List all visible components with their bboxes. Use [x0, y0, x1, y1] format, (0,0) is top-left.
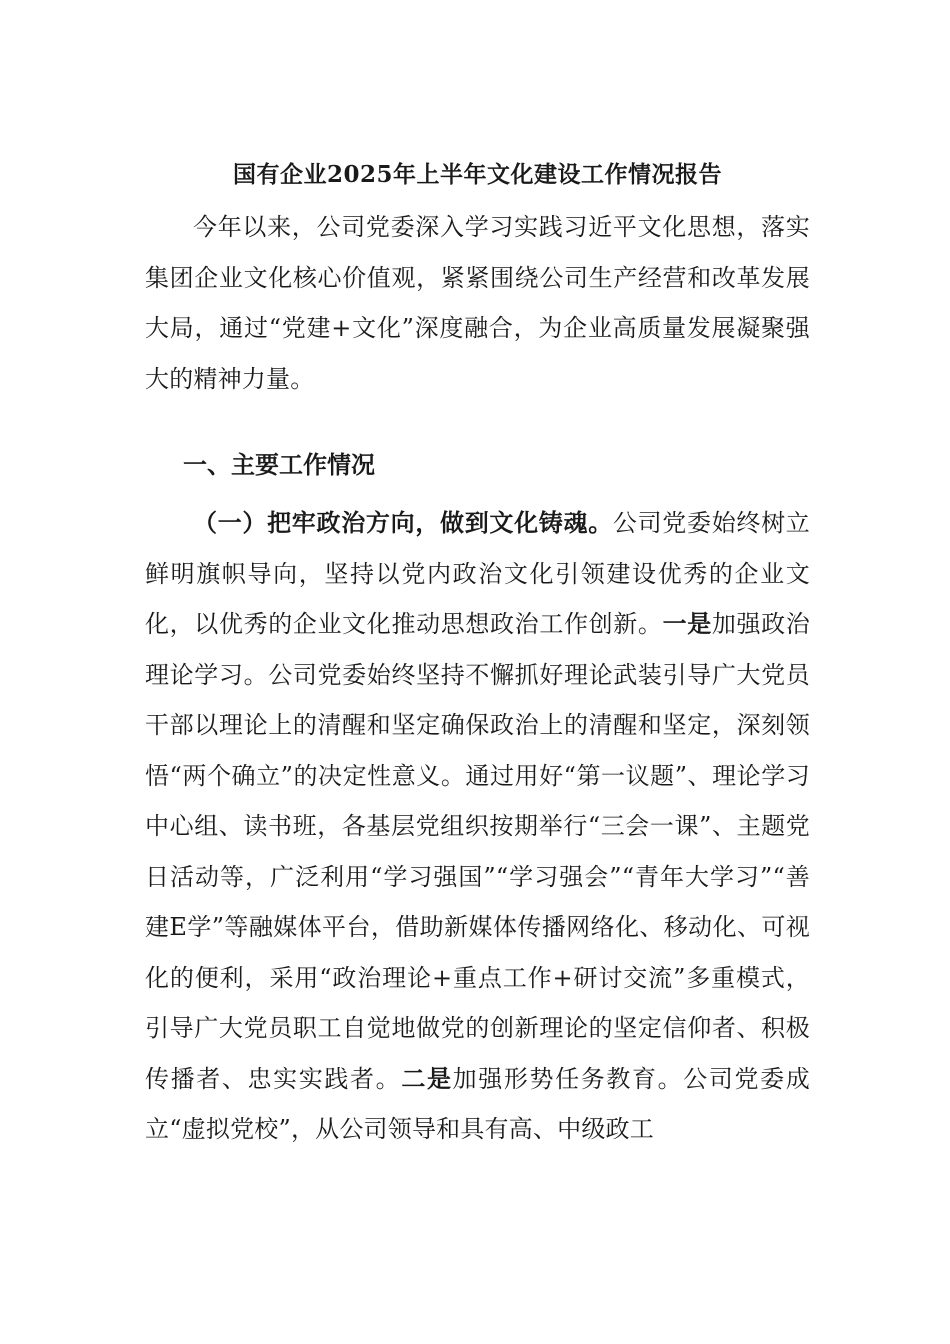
section-heading-main-work: 一、主要工作情况	[183, 450, 375, 479]
document-title: 国有企业2025年上半年文化建设工作情况报告	[232, 161, 722, 188]
subsection-1-paragraph	[145, 498, 810, 1155]
subsection-1-text-a: 公司党委始终树立鲜明旗帜导向，坚持以党内政治文化引领建设优秀的企业文化，以优秀的企业文化推动思想政治工作创新。	[145, 509, 810, 638]
subsection-1-text-c: 加强形势任务教育。公司党委成立“虚拟党校”，从公司领导和具有高、中级政工	[145, 1064, 810, 1143]
intro-paragraph: 今年以来，公司党委深入学习实践习近平文化思想，落实集团企业文化核心价值观，紧紧围绕公司生产经营和改革发展大局，通过“党建+文化”深度融合，为企业高质量发展凝聚强大的精神力量。	[145, 213, 810, 393]
subsection-1-text-b: 加强政治理论学习。公司党委始终坚持不懈抓好理论武装引导广大党员干部以理论上的清醒和坚定确保政治上的清醒和坚定，深刻领悟“两个确立”的决定性意义。通过用好“第一议题”、理论学习中心组、读书班，各基层党组织按期举行“三会一课”、主题党日活动等，广泛利用“学习强国”“学习强会”“青年大学习”“善建E学”等融媒体平台，借助新媒体传播网络化、移动化、可视化的便利，采用“政治理论+重点工作+研讨交流”多重模式，引导广大党员职工自觉地做党的创新理论的坚定信仰者、积极传播者、忠实实践者。	[145, 610, 810, 1093]
document-page	[145, 150, 810, 1155]
point-marker-2: 二是	[401, 1063, 453, 1093]
point-marker-1: 一是	[662, 609, 712, 638]
subsection-1-lead: （一）把牢政治方向，做到文化铸魂。	[193, 508, 613, 537]
